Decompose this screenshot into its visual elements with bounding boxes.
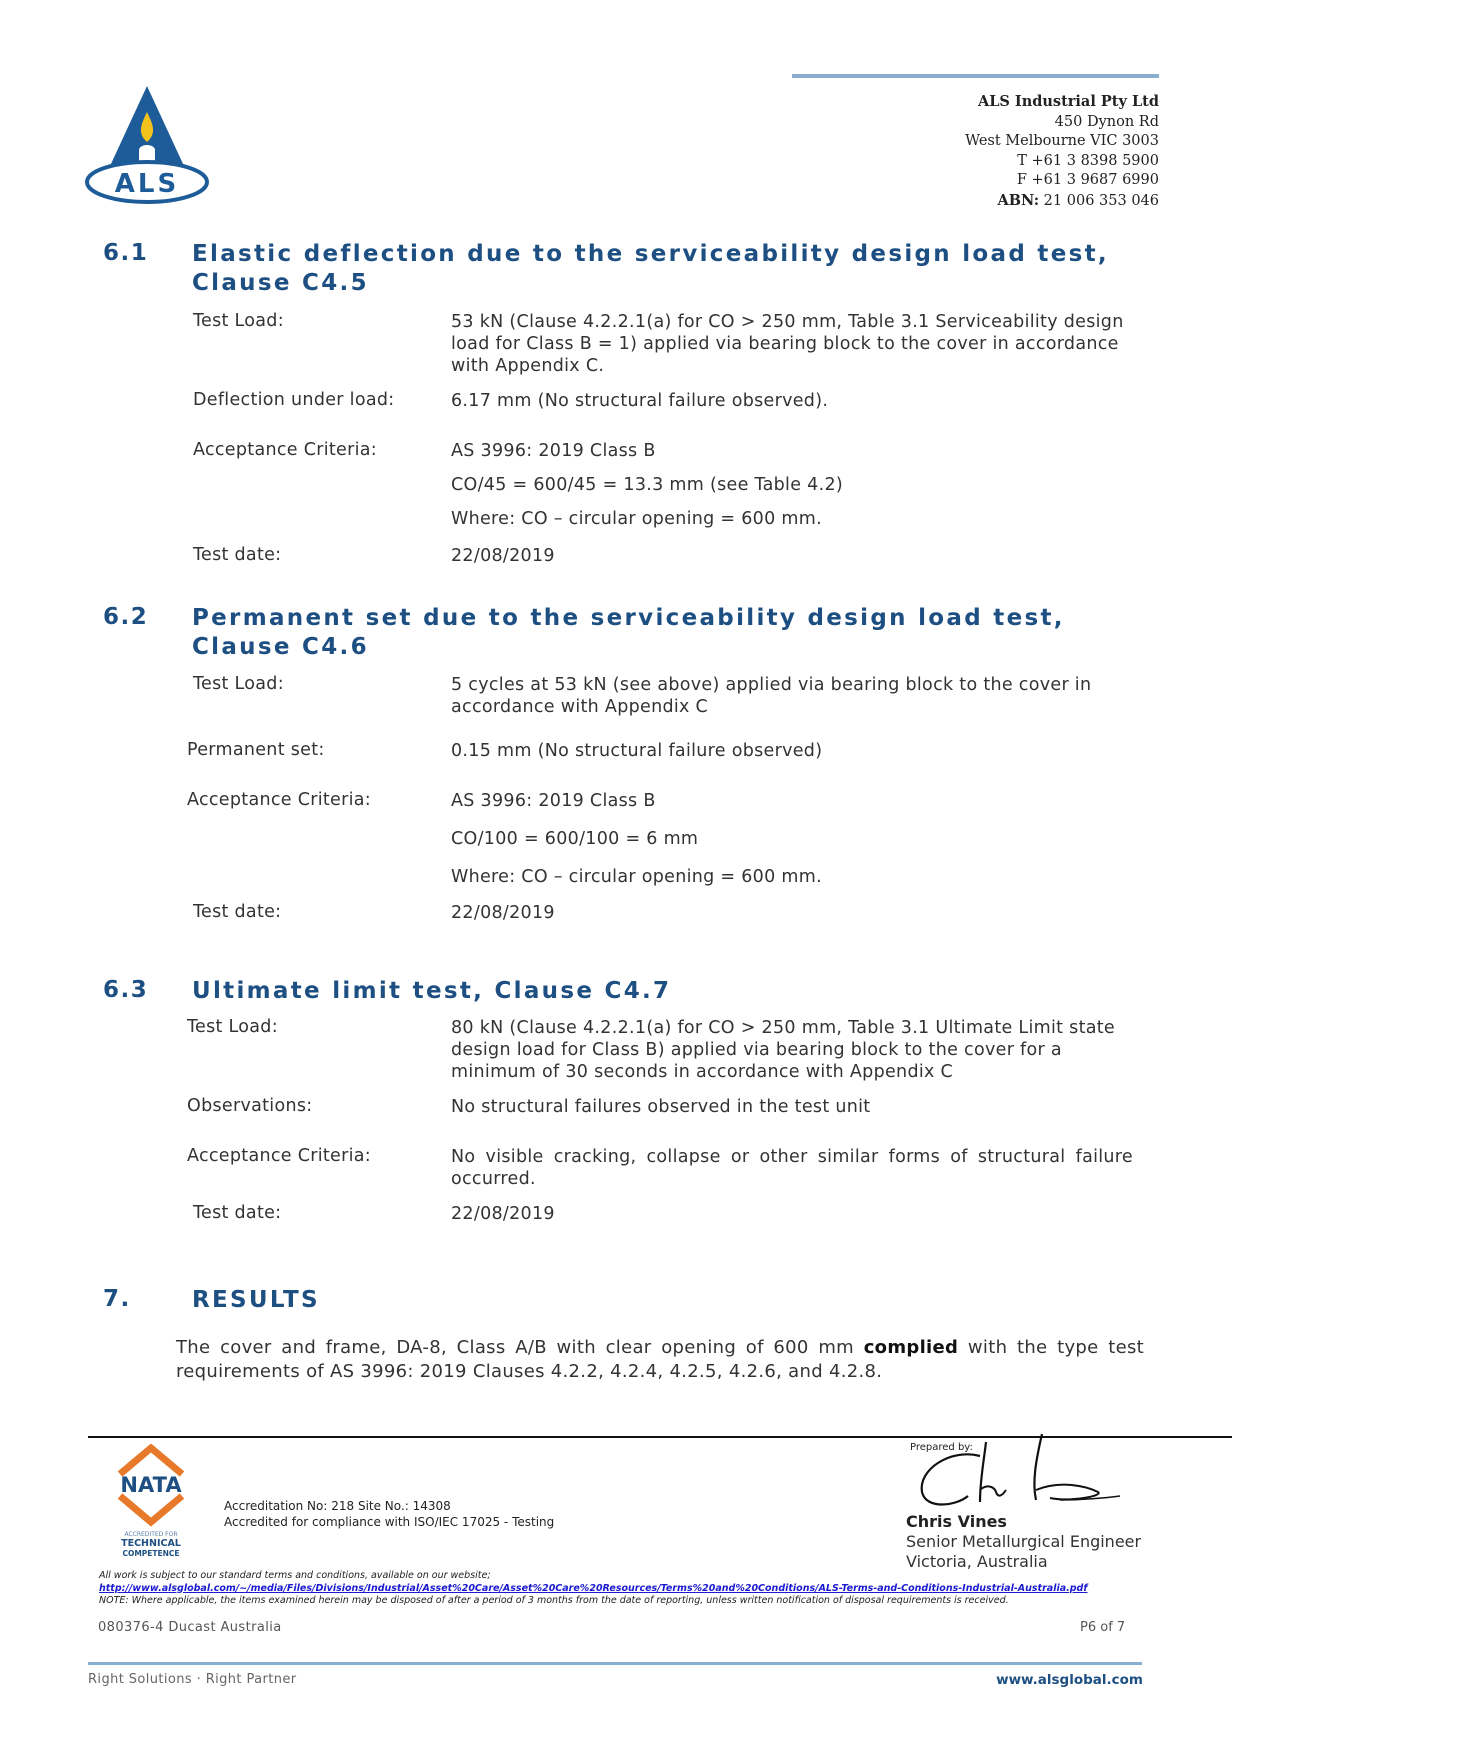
deflection-value: 6.17 mm (No structural failure observed). [451, 391, 829, 411]
section-title-6-1: Elastic deflection due to the serviceability design load test, Clause C4.5 [192, 241, 1109, 296]
accreditation-number: Accreditation No: 218 Site No.: 14308 [224, 1499, 451, 1513]
terms-notice [99, 1570, 1159, 1608]
section-title-results: RESULTS [192, 1287, 320, 1313]
nata-logo [110, 1444, 192, 1562]
test-date-value: 22/08/2019 [451, 903, 555, 923]
observations-label: Observations: [187, 1096, 313, 1116]
test-load-label: Test Load: [187, 1017, 278, 1037]
fax: F +61 3 9687 6990 [1016, 172, 1159, 189]
header-rule [792, 74, 1159, 78]
nata-sub3: COMPETENCE [122, 1549, 180, 1558]
criteria-note: Where: CO – circular opening = 600 mm. [451, 509, 822, 529]
observations-value: No structural failures observed in the test unit [451, 1097, 871, 1117]
section-number-7: 7. [103, 1286, 131, 1312]
bottom-rule [88, 1662, 1142, 1665]
disposal-note: NOTE: Where applicable, the items examined herein may be disposed of after a period of 3 months from the date of reporting, unless written notification of disposal requirements is received. [99, 1595, 1009, 1606]
prepared-by-label: Prepared by: [910, 1442, 973, 1453]
test-load-value: 5 cycles at 53 kN (see above) applied via bearing block to the cover in accordance with Appendix C [451, 675, 1092, 717]
criteria-formula: CO/100 = 600/100 = 6 mm [451, 829, 699, 849]
section-title-6-3: Ultimate limit test, Clause C4.7 [192, 978, 672, 1004]
nata-sub2: TECHNICAL [121, 1538, 181, 1549]
terms-link[interactable]: http://www.alsglobal.com/~/media/Files/Divisions/Industrial/Asset%20Care/Asset%20Care%20Resources/Terms%20and%20Conditions/ALS-Terms-and-Conditions-Industrial-Australia.pdf [99, 1582, 1088, 1594]
signer-block [906, 1512, 1141, 1572]
test-date-value: 22/08/2019 [451, 546, 555, 566]
criteria-formula: CO/45 = 600/45 = 13.3 mm (see Table 4.2) [451, 475, 844, 495]
abn: ABN: 21 006 353 046 [997, 191, 1159, 209]
section-title-6-2: Permanent set due to the serviceability design load test, Clause C4.6 [192, 605, 1065, 660]
section-number-6-1: 6.1 [103, 240, 149, 266]
criteria-standard: AS 3996: 2019 Class B [451, 791, 656, 811]
test-load-value: 53 kN (Clause 4.2.2.1(a) for CO > 250 mm, Table 3.1 Serviceability design load for Class B = 1) applied via bearing block to the cover in accordance with Appendix C. [451, 312, 1124, 376]
criteria-standard: AS 3996: 2019 Class B [451, 441, 656, 461]
test-load-label: Test Load: [193, 311, 284, 331]
als-logo [84, 82, 210, 206]
report-reference: 080376-4 Ducast Australia [98, 1620, 282, 1635]
signature-image [910, 1430, 1130, 1520]
test-load-label: Test Load: [193, 674, 284, 694]
criteria-note: Where: CO – circular opening = 600 mm. [451, 867, 822, 887]
address-city: West Melbourne VIC 3003 [965, 133, 1159, 150]
criteria-value: No visible cracking, collapse or other similar forms of structural failure occurred. [451, 1147, 1133, 1189]
complied-emphasis: complied [863, 1337, 959, 1358]
accreditation-info [224, 1498, 554, 1530]
test-date-label: Test date: [193, 902, 282, 922]
deflection-label: Deflection under load: [193, 390, 395, 410]
test-date-label: Test date: [193, 1203, 282, 1223]
phone: T +61 3 8398 5900 [1017, 152, 1159, 169]
accredited-for: Accredited for compliance with ISO/IEC 17025 - Testing [224, 1515, 555, 1529]
section-number-6-3: 6.3 [103, 977, 149, 1003]
acceptance-criteria-label: Acceptance Criteria: [187, 1146, 371, 1166]
test-date-value: 22/08/2019 [451, 1204, 555, 1224]
page-number: P6 of 7 [1080, 1620, 1126, 1635]
address-street: 450 Dynon Rd [1054, 113, 1159, 130]
permanent-set-value: 0.15 mm (No structural failure observed) [451, 741, 823, 761]
terms-line: All work is subject to our standard terms and conditions, available on our website; [99, 1570, 491, 1581]
permanent-set-label: Permanent set: [187, 740, 325, 760]
results-paragraph: The cover and frame, DA-8, Class A/B with clear opening of 600 mm complied with the type test requirements of AS 3996: 2019 Clauses 4.2.2, 4.2.4, 4.2.5, 4.2.6, and 4.2.8. [176, 1337, 1144, 1382]
acceptance-criteria-label: Acceptance Criteria: [193, 440, 377, 460]
nata-sub1: ACCREDITED FOR [124, 1531, 178, 1538]
tagline: Right Solutions · Right Partner [88, 1672, 297, 1687]
signer-title: Senior Metallurgical Engineer [906, 1532, 1142, 1551]
signer-location: Victoria, Australia [906, 1552, 1048, 1571]
logo-text: ALS [114, 169, 180, 199]
section-number-6-2: 6.2 [103, 604, 149, 630]
nata-text: NATA [120, 1473, 182, 1497]
acceptance-criteria-label: Acceptance Criteria: [187, 790, 371, 810]
company-address [965, 92, 1159, 212]
company-name: ALS Industrial Pty Ltd [977, 93, 1159, 110]
test-load-value: 80 kN (Clause 4.2.2.1(a) for CO > 250 mm, Table 3.1 Ultimate Limit state design load for Class B) applied via bearing block to the cover for a minimum of 30 seconds in accordance with Appendix C [451, 1018, 1115, 1082]
signer-name: Chris Vines [906, 1512, 1007, 1531]
website-link[interactable]: www.alsglobal.com [996, 1672, 1143, 1688]
test-date-label: Test date: [193, 545, 282, 565]
